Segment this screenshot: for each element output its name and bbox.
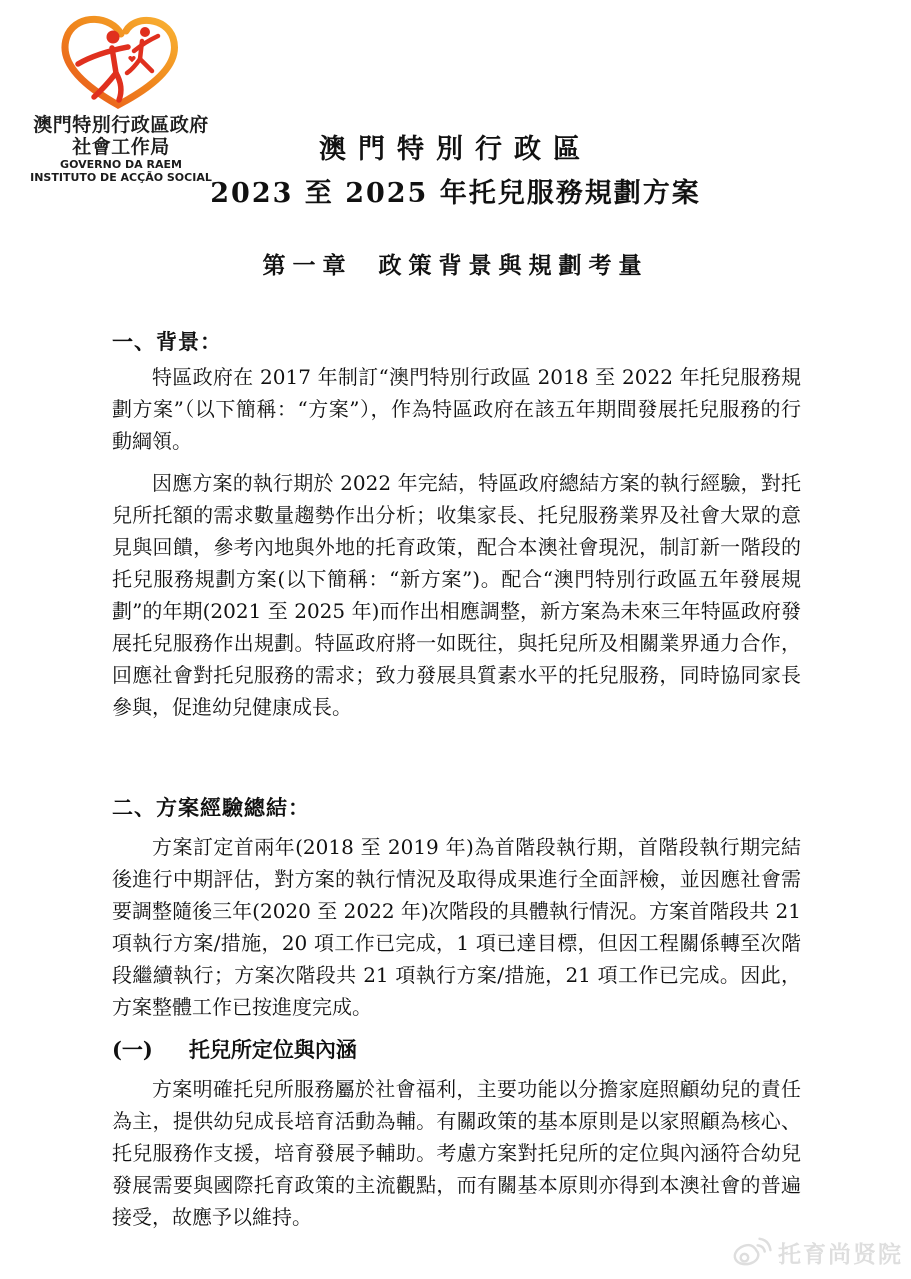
weibo-icon	[731, 1235, 773, 1269]
subsection-1-paragraph-1: 方案明確托兒所服務屬於社會福利，主要功能以分擔家庭照顧幼兒的責任為主，提供幼兒成長培育活動為輔。有關政策的基本原則是以家照顧為核心、托兒服務作支援，培育發展予輔助。考慮方案對托兒所的定位與內涵符合幼兒發展需要與國際托育政策的主流觀點，而有關基本原則亦得到本澳社會的普遍接受，故應予以維持。	[112, 1077, 801, 1229]
logo-heart-accent	[128, 56, 135, 62]
subsection-1-heading	[112, 1034, 801, 1064]
logo-large-figure	[78, 31, 128, 101]
document-title-line2: 2023 至 2025 年托兒服務規劃方案	[210, 178, 701, 209]
watermark	[731, 1235, 903, 1269]
section-2-paragraph-1: 方案訂定首兩年(2018 至 2019 年)為首階段執行期，首階段執行期完結後進行中期評估，對方案的執行情況及取得成果進行全面評檢，並因應社會需要調整隨後三年(2020 至 2022 年)次階段的具體執行情況。方案首階段共 21 項執行方案/措施，20 項工作已完成，1 項已達目標，但因工程關係轉至次階段繼續執行；方案次階段共 21 項執行方案/措施，21 項工作已完成。因此，方案整體工作已按進度完成。	[112, 835, 801, 1019]
agency-name-pt-line1: GOVERNO DA RAEM	[60, 158, 182, 171]
section-1-heading: 一、背景：	[112, 329, 222, 354]
document-title	[0, 131, 911, 213]
document-title-line1: 澳門特別行政區	[319, 134, 592, 165]
agency-name-cn-line1: 澳門特別行政區政府	[33, 114, 209, 136]
agency-name-cn-line2: 社會工作局	[72, 136, 170, 158]
watermark-text: 托育尚贤院	[778, 1241, 903, 1268]
chapter-title: 政策背景與規劃考量	[378, 252, 649, 279]
chapter-heading	[0, 247, 911, 280]
subsection-1-title: 托兒所定位與內涵	[188, 1037, 357, 1062]
logo-small-figure	[127, 27, 158, 73]
subsection-1-number: (一)	[112, 1037, 153, 1062]
agency-name-pt-line2: INSTITUTO DE ACÇÃO SOCIAL	[30, 171, 212, 184]
ias-heart-logo-icon	[55, 8, 187, 112]
section-2-heading: 二、方案經驗總結：	[112, 795, 310, 820]
chapter-number: 第一章	[262, 252, 353, 279]
section-1-paragraph-1: 特區政府在 2017 年制訂“澳門特別行政區 2018 至 2022 年托兒服務規劃方案”（以下簡稱：“方案”），作為特區政府在該五年期間發展托兒服務的行動綱領。	[112, 365, 801, 453]
section-1-paragraph-2: 因應方案的執行期於 2022 年完結，特區政府總結方案的執行經驗，對托兒所托額的需求數量趨勢作出分析；收集家長、托兒服務業界及社會大眾的意見與回饋，參考內地與外地的托育政策，配合本澳社會現況，制訂新一階段的托兒服務規劃方案(以下簡稱：“新方案”)。配合“澳門特別行政區五年發展規劃”的年期(2021 至 2025 年)而作出相應調整，新方案為未來三年特區政府發展托兒服務作出規劃。特區政府將一如既往，與托兒所及相關業界通力合作，回應社會對托兒服務的需求；致力發展具質素水平的托兒服務，同時協同家長參與，促進幼兒健康成長。	[112, 471, 801, 719]
